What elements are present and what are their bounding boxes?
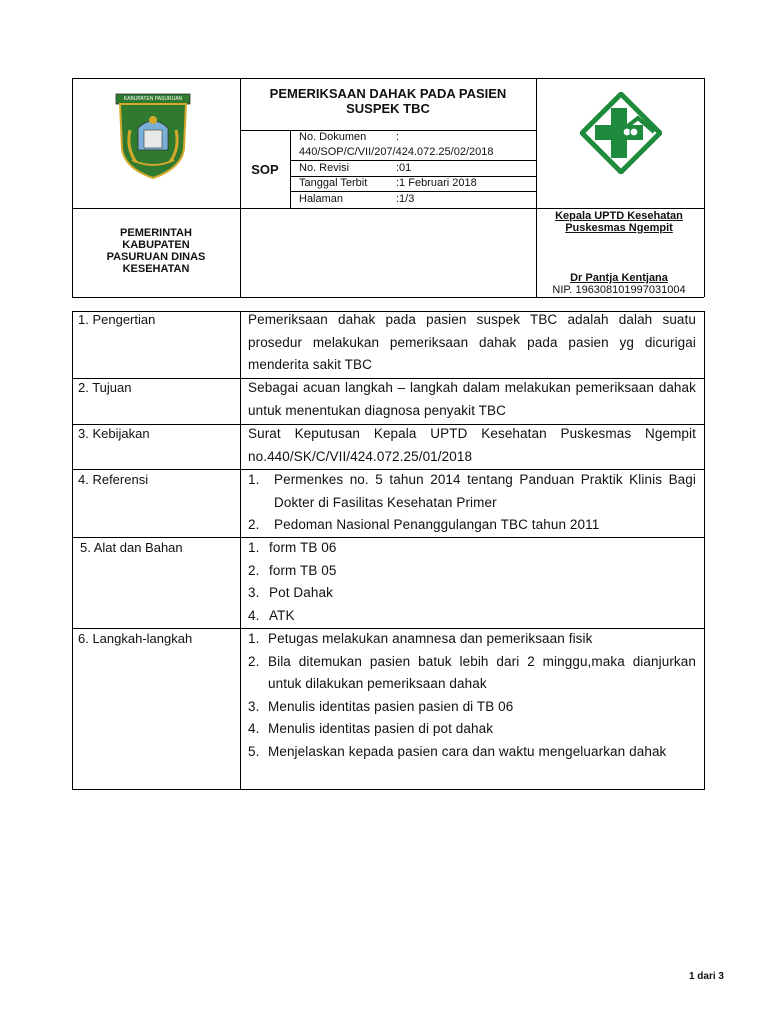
meta-no-dokumen-value [299,146,493,159]
list-item [248,560,696,583]
list-number: 1. [248,540,260,555]
signatory-title [536,210,702,234]
list-text: Permenkes no. 5 tahun 2014 tentang Panduan Praktik Klinis Bagi Dokter di Fasilitas Kesehatan Primer [274,472,696,510]
meta-no-revisi [299,162,411,175]
meta-value: :1/3 [396,193,415,205]
list-text: Menulis identitas pasien pasien di TB 06 [268,698,514,714]
list-item [248,696,696,719]
meta-label: Halaman [299,193,344,205]
list-number: 2. [248,517,260,532]
section-text-pengertian: Pemeriksaan dahak pada pasien suspek TBC adalah dalah suatu prosedur melakukan pemeriksaan dahak pada pasien yg dicurigai menderita sakit TBC [248,312,696,372]
list-text: ATK [269,607,295,623]
meta-label: Tanggal Terbit [299,177,368,189]
meta-tanggal-terbit [299,177,477,190]
list-item [248,741,696,764]
section-text-kebijakan: Surat Keputusan Kepala UPTD Kesehatan Puskesmas Ngempit no.440/SK/C/VII/424.072.25/01/2018 [248,426,696,464]
list-number: 5. [248,743,260,759]
meta-value: 440/SOP/C/VII/207/424.072.25/02/2018 [299,146,494,158]
meta-label: No. Dokumen [299,131,367,143]
sop-label: SOP [251,162,279,177]
emblem-lettering: KABUPATEN PASURUAN [123,96,183,102]
section-label-tujuan: 2. Tujuan [78,380,132,395]
list-number: 1. [248,472,260,487]
list-text: Menulis identitas pasien di pot dahak [268,721,494,736]
list-number: 1. [248,631,260,646]
section-list-referensi [248,469,696,537]
list-text: Menjelaskan kepada pasien cara dan waktu mengeluarkan dahak [268,743,667,759]
list-number: 3. [248,698,260,714]
list-number: 4. [248,721,260,736]
signatory-name: Dr Pantja Kentjana [570,272,668,284]
section-list-alat-bahan [248,537,696,627]
meta-halaman [299,193,414,206]
list-text: Petugas melakukan anamnesa dan pemeriksaan fisik [268,631,593,646]
list-item [248,514,696,537]
gov-line: PASURUAN DINAS [106,251,206,263]
list-number: 4. [248,607,260,623]
meta-value: :1 Februari 2018 [396,177,477,189]
signatory-nip: NIP. 196308101997031004 [552,284,686,296]
list-item [248,605,696,628]
section-list-langkah [248,628,696,763]
government-text [72,227,240,275]
gov-line: KESEHATAN [122,263,190,275]
section-label-referensi: 4. Referensi [78,472,149,487]
meta-value: : [396,131,400,143]
section-label-kebijakan: 3. Kebijakan [78,426,150,441]
list-number: 2. [248,562,260,578]
section-label-alat-bahan: 5. Alat dan Bahan [80,540,183,555]
list-text: Pedoman Nasional Penanggulangan TBC tahun 2011 [274,517,600,532]
meta-label: No. Revisi [299,162,350,174]
list-text: Pot Dahak [269,585,333,600]
list-text: form TB 05 [269,562,337,578]
puskesmas-logo [580,92,662,174]
section-label-langkah: 6. Langkah-langkah [78,631,193,646]
page-number: 1 dari 3 [688,971,724,982]
list-item [248,537,696,560]
document-title: PEMERIKSAAN DAHAK PADA PASIEN SUSPEK TBC [269,86,507,116]
gov-line: PEMERINTAH [120,227,192,239]
sign-title-line: Puskesmas Ngempit [565,222,673,234]
list-item [248,469,696,514]
section-label-pengertian: 1. Pengertian [78,312,156,327]
list-item [248,651,696,696]
sign-title-line: Kepala UPTD Kesehatan [555,210,683,222]
list-item [248,582,696,605]
list-number: 2. [248,653,260,669]
meta-value: :01 [396,162,412,174]
list-item [248,628,696,651]
meta-no-dokumen [299,131,399,144]
list-number: 3. [248,585,260,600]
section-text-tujuan: Sebagai acuan langkah – langkah dalam melakukan pemeriksaan dahak untuk menentukan diagnosa penyakit TBC [248,380,696,418]
list-text: Bila ditemukan pasien batuk lebih dari 2 minggu,maka dianjurkan untuk dilakukan pemeriksaan dahak [268,653,696,691]
list-item [248,718,696,741]
list-text: form TB 06 [269,540,337,555]
gov-line: KABUPATEN [122,239,190,251]
kabupaten-emblem [110,90,196,182]
